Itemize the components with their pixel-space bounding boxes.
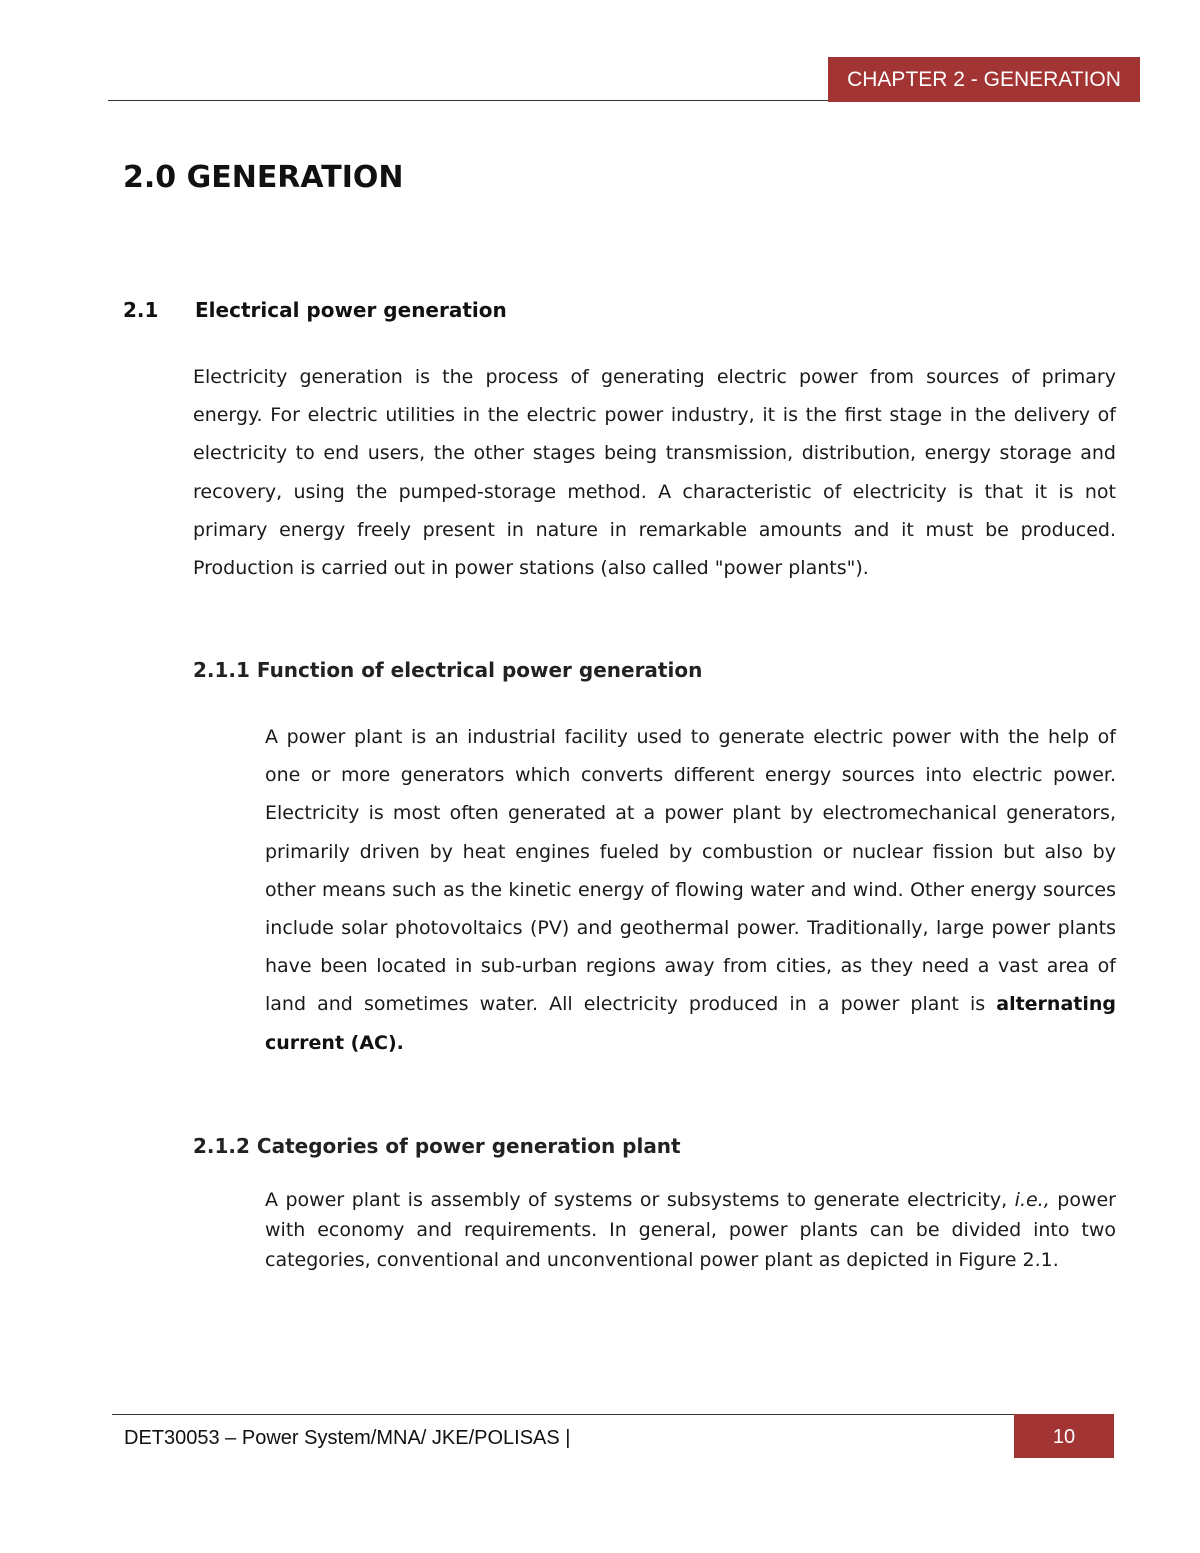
chapter-title: 2.0 GENERATION <box>123 160 404 195</box>
header-rule <box>108 100 828 101</box>
section-number: 2.1 <box>123 298 159 322</box>
ie-abbreviation: i.e., <box>1014 1189 1050 1211</box>
paragraph-electricity-generation: Electricity generation is the process of generating electric power from sources of primary energy. For electric utilities in the electric power industry, it is the first stage in the delivery of electricity to end users, the other stages being transmission, distribution, energy storage and recovery, using the pumped-storage method. A characteristic of electricity is that it is not primary energy freely present in nature in remarkable amounts and it must be produced. Production is carried out in power stations (also called "power plants"). <box>193 366 1116 580</box>
section-heading-2-1 <box>123 296 507 324</box>
footer-course-info: DET30053 – Power System/MNA/ JKE/POLISAS | <box>124 1427 571 1449</box>
page-number: 10 <box>1014 1414 1114 1458</box>
section-title: Electrical power generation <box>195 298 507 322</box>
subsection-heading-2-1-2: 2.1.2 Categories of power generation plant <box>193 1134 681 1158</box>
emphasis-alternating-current: alternating current (AC). <box>265 993 1116 1054</box>
paragraph-start: A power plant is assembly of systems or subsystems to generate electricity, <box>265 1189 1008 1211</box>
paragraph-power-plant-function <box>265 718 1116 1062</box>
paragraph-rest: power with economy and requirements. In general, power plants can be divided into two categories, conventional and unconventional power plant as depicted in Figure 2.1. <box>265 1189 1116 1272</box>
paragraph-power-plant-categories <box>265 1185 1116 1276</box>
footer-rule <box>112 1414 1114 1415</box>
chapter-label: CHAPTER 2 - GENERATION <box>828 57 1140 102</box>
paragraph-body: A power plant is an industrial facility used to generate electric power with the help of one or more generators which converts different energy sources into electric power. Electricity is most often generated at a power plant by electromechanical generators, primarily driven by heat engines fueled by combustion or nuclear fission but also by other means such as the kinetic energy of flowing water and wind. Other energy sources include solar photovoltaics (PV) and geothermal power. Traditionally, large power plants have been located in sub-urban regions away from cities, as they need a vast area of land and sometimes water. All electricity produced in a power plant is <box>265 726 1116 1016</box>
subsection-heading-2-1-1: 2.1.1 Function of electrical power generation <box>193 658 703 682</box>
